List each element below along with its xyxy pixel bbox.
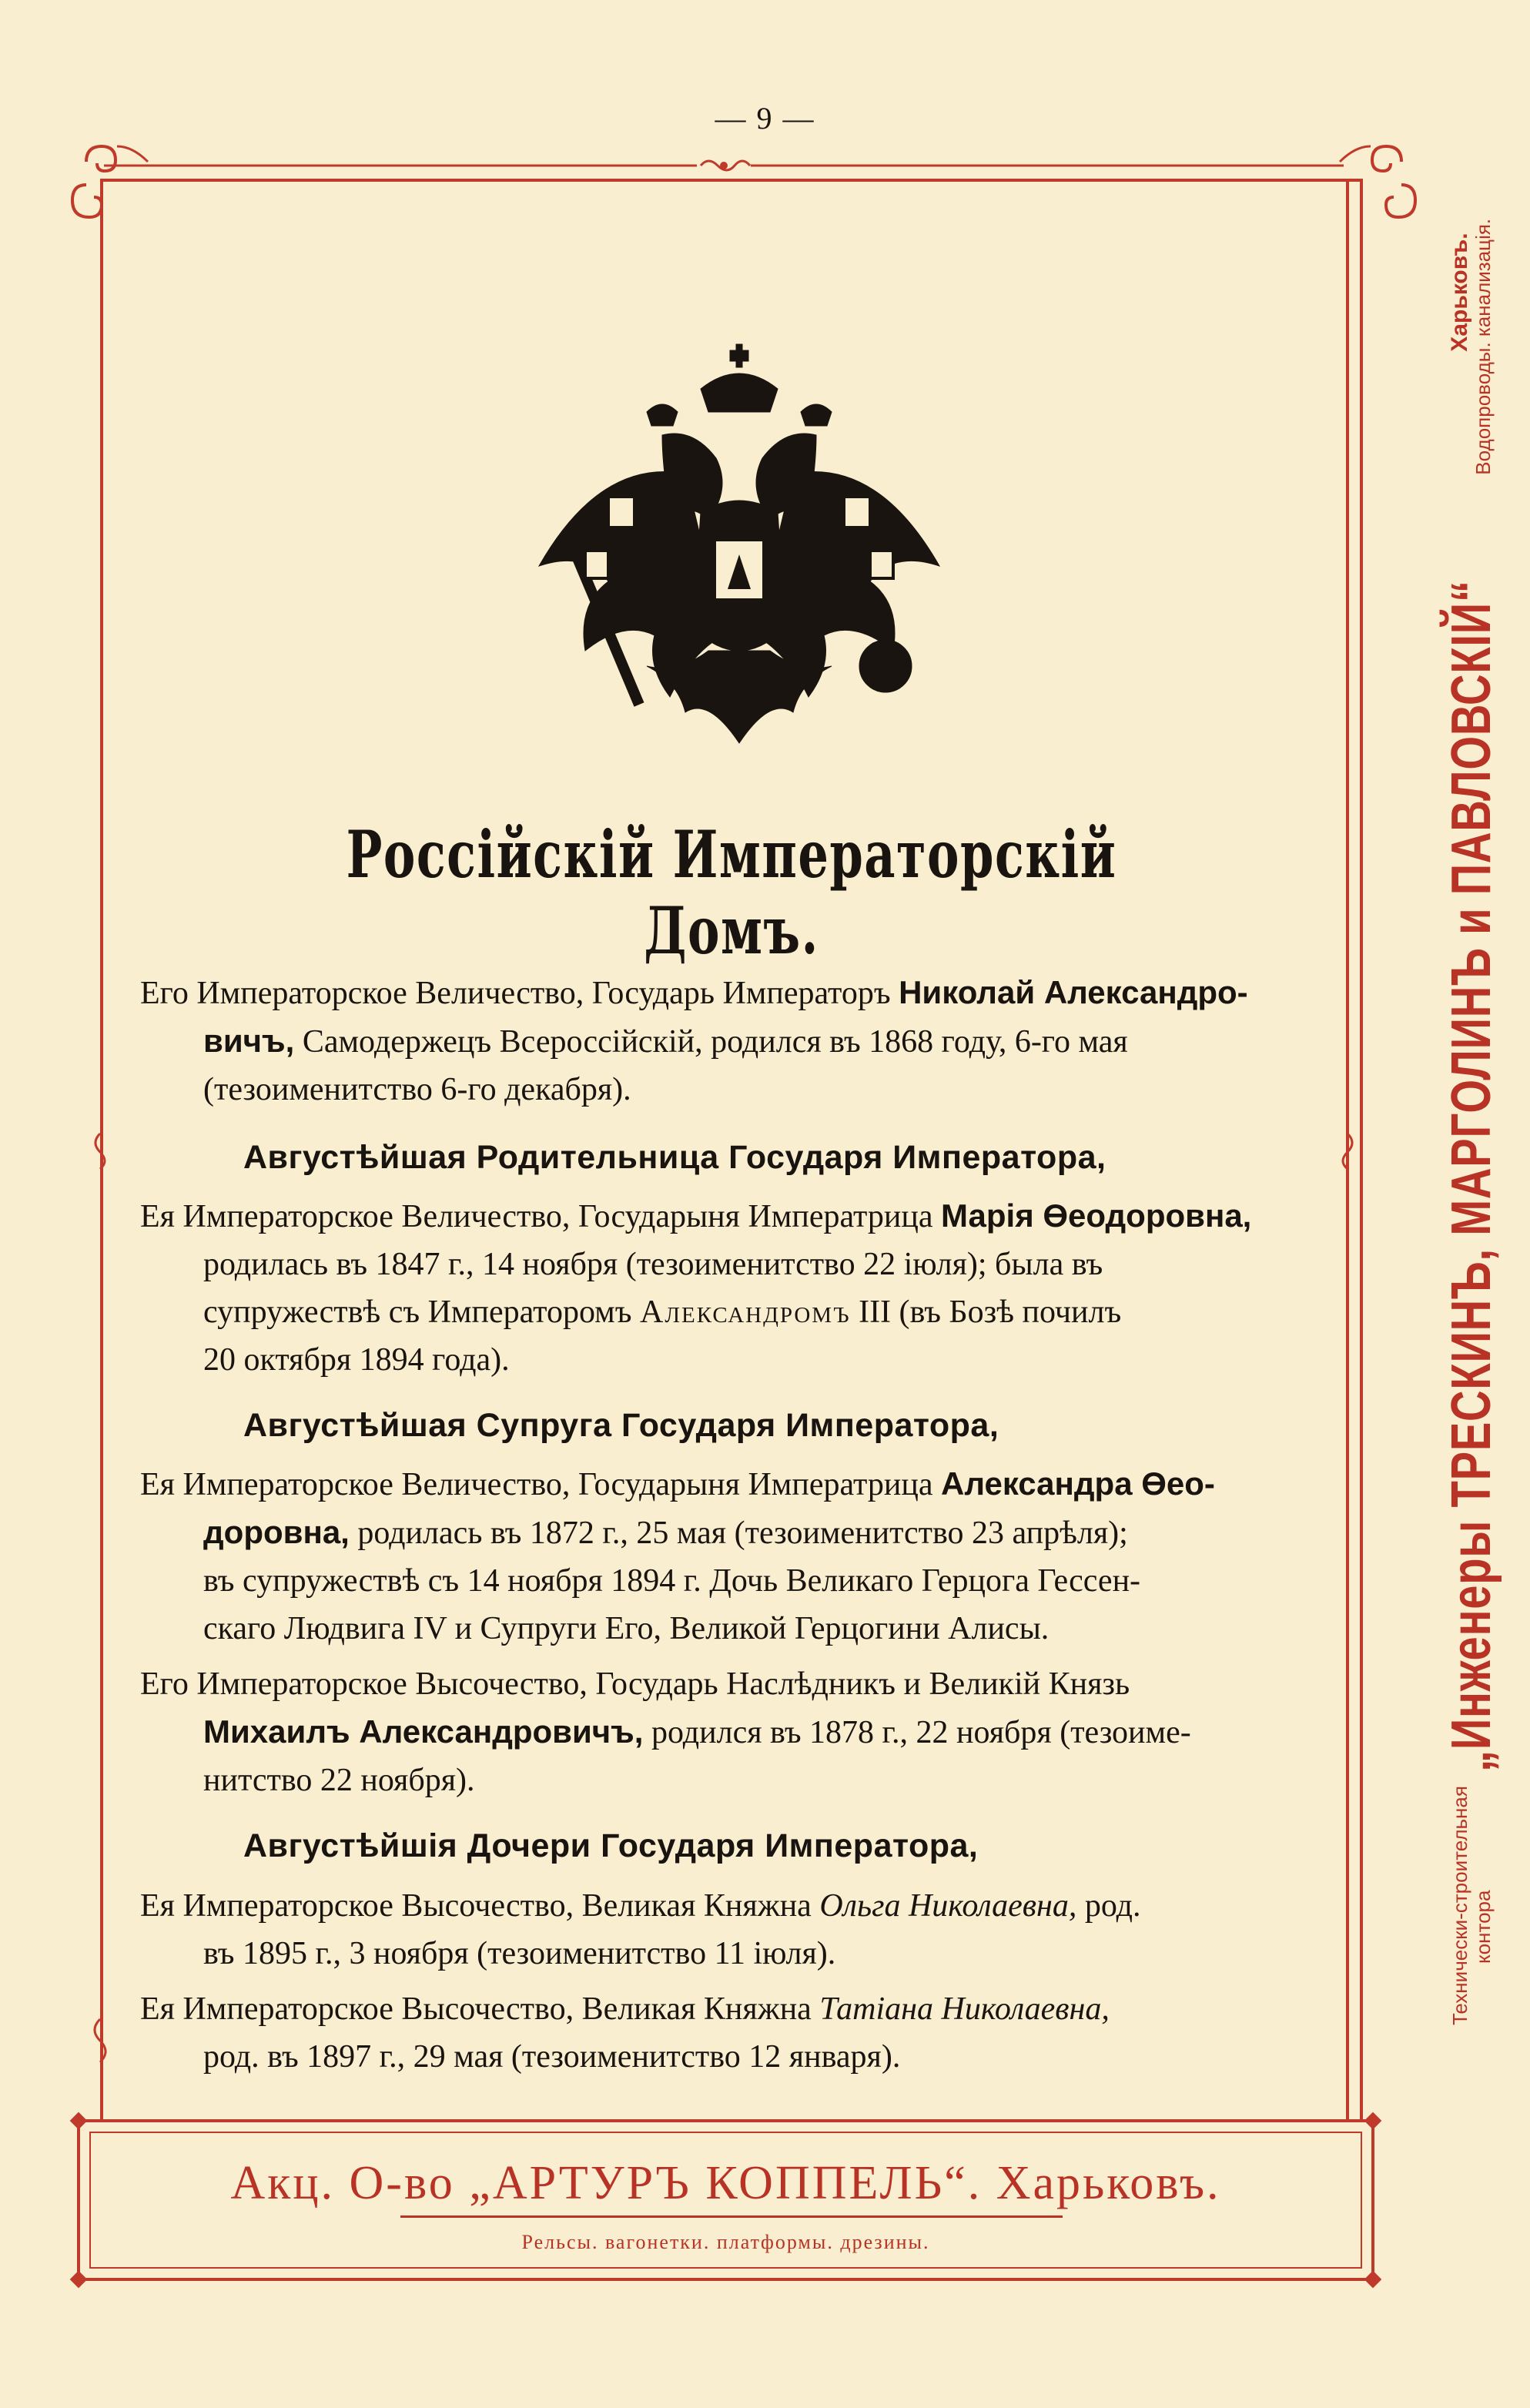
name-alexander: Александромъ bbox=[639, 1294, 851, 1330]
text: родилась въ 1847 г., 14 ноября (тезоименитство 22 iюля); была въ bbox=[203, 1247, 1103, 1282]
text: нитство 22 ноября). bbox=[203, 1763, 475, 1798]
text: род. въ 1897 г., 29 мая (тезоименитство 12 января). bbox=[203, 2039, 901, 2075]
section-heading: Августѣйшая Супруга Государя Императора, bbox=[243, 1407, 999, 1444]
text: родился въ 1878 г., 22 ноября (тезоиме- bbox=[643, 1715, 1191, 1750]
text: въ 1895 г., 3 ноября (тезоименитство 11 iюля). bbox=[203, 1936, 836, 1971]
text: скаго Людвига IV и Супруги Его, Великой Герцогини Алисы. bbox=[203, 1611, 1050, 1646]
text: III (въ Бозѣ почилъ bbox=[850, 1294, 1122, 1330]
corner-diamond-icon bbox=[70, 2112, 88, 2130]
heading-mother bbox=[140, 1134, 1341, 1181]
section-heading: Августѣйшая Родительница Государя Императора, bbox=[243, 1139, 1106, 1176]
text: род. bbox=[1076, 1888, 1141, 1924]
paragraph-heir bbox=[140, 1660, 1341, 1804]
corner-ornament-icon bbox=[71, 139, 163, 254]
heading-consort bbox=[140, 1402, 1341, 1449]
name-tatiana: Татiана Николаевна, bbox=[819, 1991, 1110, 2027]
double-headed-eagle-icon bbox=[531, 343, 947, 774]
side-ad-company-type: Технически-строительная bbox=[1448, 1786, 1471, 2025]
name-empress-mother: Марiя Өеодоровна, bbox=[941, 1197, 1252, 1234]
name-heir: Михаилъ Александровичъ, bbox=[203, 1713, 644, 1750]
paragraph-olga bbox=[140, 1882, 1341, 1978]
text: Его Императорское Величество, Государь Императоръ bbox=[140, 976, 899, 1011]
side-ad-services: Водопроводы. канализацiя. bbox=[1471, 218, 1495, 475]
text: Самодержецъ Всероссiйскiй, родился въ 1868 году, 6-го мая bbox=[294, 1024, 1128, 1060]
text: (тезоименитство 6-го декабря). bbox=[203, 1072, 631, 1107]
paragraph-emperor bbox=[140, 969, 1341, 1114]
top-ornament-icon bbox=[73, 158, 1374, 173]
text: родилась въ 1872 г., 25 мая (тезоименитство 23 апрѣля); bbox=[349, 1515, 1128, 1551]
text: супружествѣ съ Императоромъ bbox=[203, 1294, 640, 1330]
side-ornament-icon bbox=[81, 2018, 119, 2064]
text: Его Императорское Высочество, Государь Наслѣдникъ и Великiй Князь bbox=[140, 1666, 1130, 1702]
name-empress-cont: доровна, bbox=[203, 1514, 350, 1550]
side-ad-engineers: „Инженеры ТРЕСКИНЪ, МАРГОЛИНЪ и ПАВЛОВСКIЙ“ bbox=[1441, 580, 1502, 1773]
corner-diamond-icon bbox=[70, 2271, 88, 2289]
ad-products: Рельсы. вагонетки. платформы. дрезины. bbox=[521, 2231, 930, 2253]
text: 20 октября 1894 года). bbox=[203, 1342, 510, 1378]
heading-daughters bbox=[140, 1822, 1341, 1870]
text: Ея Императорское Высочество, Великая Княжна bbox=[140, 1991, 820, 2027]
page-title: Россiйскiй Императорскiй Домъ. bbox=[346, 816, 1117, 969]
name-emperor: Николай Александро- bbox=[899, 974, 1248, 1010]
page-number: — 9 — bbox=[715, 101, 815, 136]
ad-underline bbox=[400, 2215, 1063, 2218]
ad-company-name: Акц. О-во „АРТУРЪ КОППЕЛЬ“. Харьковъ. bbox=[230, 2157, 1221, 2209]
name-emperor-cont: вичъ, bbox=[203, 1023, 295, 1059]
side-ad bbox=[1440, 177, 1517, 2025]
text: Ея Императорское Высочество, Великая Княжна bbox=[140, 1888, 820, 1924]
text: Ея Императорское Величество, Государыня Императрица bbox=[140, 1199, 942, 1234]
section-heading: Августѣйшiя Дочери Государя Императора, bbox=[243, 1827, 979, 1864]
text: Ея Императорское Величество, Государыня Императрица bbox=[140, 1467, 942, 1502]
side-ornament-icon bbox=[81, 1132, 119, 1171]
corner-ornament-icon bbox=[1324, 139, 1417, 254]
paragraph-mother bbox=[140, 1192, 1341, 1384]
side-ad-city: Харьковъ. bbox=[1447, 233, 1472, 352]
side-ad-right-block bbox=[1448, 219, 1495, 475]
side-ad-company-type-2: контора bbox=[1471, 1890, 1495, 1964]
corner-diamond-icon bbox=[1364, 2271, 1382, 2289]
paragraph-consort bbox=[140, 1460, 1341, 1653]
paragraph-tatiana bbox=[140, 1985, 1341, 2081]
name-olga: Ольга Николаевна, bbox=[819, 1888, 1077, 1924]
side-ad-left-block bbox=[1448, 1786, 1495, 2025]
text: въ супружествѣ съ 14 ноября 1894 г. Дочь Великаго Герцога Гессен- bbox=[203, 1563, 1141, 1599]
name-empress: Александра Өео- bbox=[941, 1465, 1215, 1502]
corner-diamond-icon bbox=[1364, 2112, 1382, 2130]
